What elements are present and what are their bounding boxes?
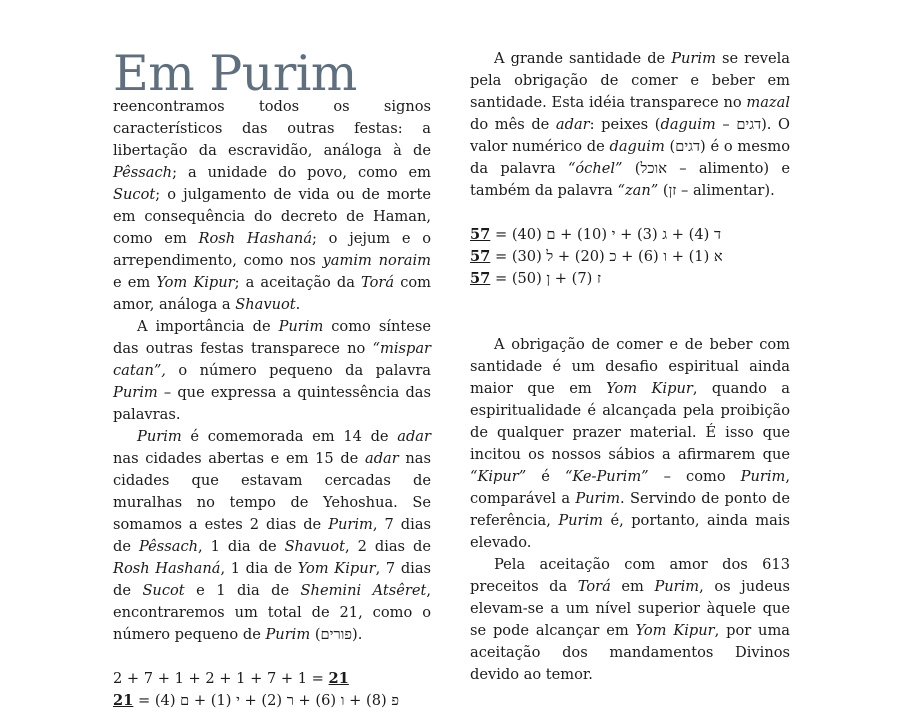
paragraph-santidade: A grande santidade de Purim se revela pela obrigação de comer e beber em santidade. Esta idéia transparece no mazal do mês de adar: peixes (daguim – דגים). O valor numérico de daguim (דגים) é o mesmo da palavra “óchel” (אוכל – alimento) e também da palavra “zan” (זן – alimentar). <box>470 50 791 199</box>
paragraph-aceitacao: Pela aceitação com amor dos 613 preceitos da Torá em Purim, os judeus elevam-se a um nível superior àquele que se pode alcançar em Yom Kipur, por uma aceitação dos mandamentos Divinos devido ao temor. <box>470 556 790 683</box>
equation-zan: ז (7) + ן (50) = 57 <box>470 270 602 287</box>
right-column <box>470 48 790 686</box>
left-column <box>113 45 432 712</box>
paragraph-mispar-catan: A importância de Purim como síntese das outras festas transparece no “mispar catan”, o número pequeno da palavra Purim – que expressa a quintessência das palavras. <box>113 318 432 423</box>
paragraph-days-count: Purim é comemorada em 14 de adar nas cidades abertas e em 15 de adar nas cidades que estavam cercadas de muralhas no tempo de Yehoshua. Se somamos a estes 2 dias de Purim, 7 dias de Pêssach, 1 dia de Shavuot, 2 dias de Rosh Hashaná, 1 dia de Yom Kipur, 7 dias de Sucot e 1 dia de Shemini Atsêret, encontraremos um total de 21, como o número pequeno de Purim (פורים). <box>113 428 432 643</box>
equation-days-sum: 2 + 7 + 1 + 2 + 1 + 7 + 1 = 21 <box>113 670 349 687</box>
equation-daguim: ד (4) + ג (3) + י (10) + ם (40) = 57 <box>470 226 721 243</box>
paragraph-intro: Em Purim reencontramos todos os signos característicos das outras festas: a libertação da escravidão, análoga à de Pêssach; a unidade do povo, como em Sucot; o julgamento de vida ou de morte em consequência do decreto de Haman, como em Rosh Hashaná; o jejum e o arrependimento, como nos yamim noraim e em Yom Kipur; a aceitação da Torá com amor, análoga a Shavuot. <box>113 45 432 313</box>
drop-cap-heading: Em Purim <box>113 45 357 102</box>
equation-ochel: א (1) + ו (6) + כ (20) + ל (30) = 57 <box>470 248 723 265</box>
paragraph-obrigacao: A obrigação de comer e de beber com santidade é um desafio espiritual ainda maior que em Yom Kipur, quando a espiritualidade é alcançada pela proibição de qualquer prazer material. É isso que incitou os nossos sábios a afirmarem que “Kipur” é “Ke-Purim” – como Purim, comparável a Purim. Servindo de ponto de referência, Purim é, portanto, ainda mais elevado. <box>470 336 790 551</box>
equation-purim-gematria: פ (8) + ו (6) + ר (2) + י (1) + ם (4) = 21 <box>113 692 399 709</box>
